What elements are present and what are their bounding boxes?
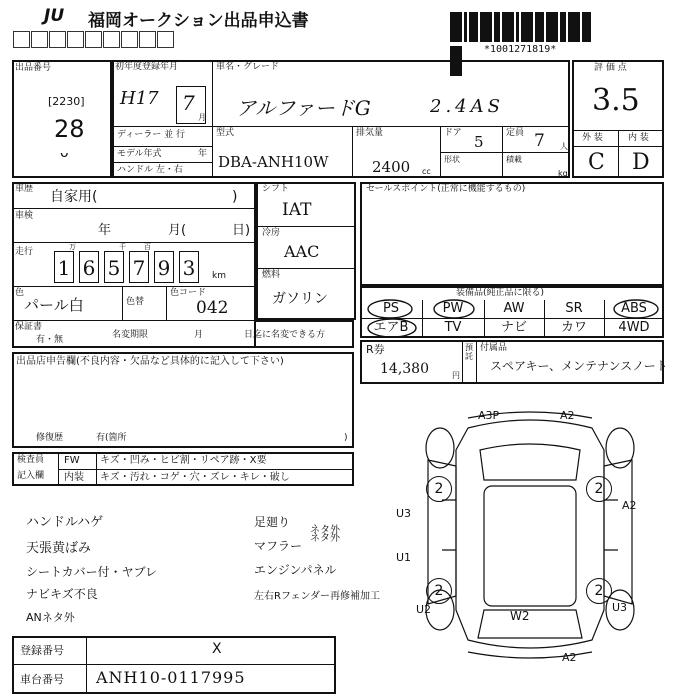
damage-mark: A2 [622,499,637,512]
damage-mark: A2 [562,651,577,664]
warranty-label: 保証書 [15,322,43,332]
ac-value: AAC [284,242,320,261]
damage-mark: U3 [612,601,628,614]
score-interior-label: 内 装 [628,133,649,143]
doors-value: 5 [474,133,484,151]
note-left: ANネタ外 [26,611,75,624]
company-logo: JU [44,6,65,26]
note-right: 足廻り [254,515,291,529]
equipment-abs: ABS [621,301,647,316]
repair-label: 修復歴 [36,433,64,443]
damage-mark: U1 [396,551,412,564]
usage-label: 車歴 [15,184,34,194]
mileage-marker: 万 [69,243,76,251]
inspector-fw-text: キズ・凹み・ヒビ割・リペア跡・X要 [100,455,267,466]
transfer-label: 名変期限 [112,330,149,340]
color-code-label: 色コード [170,288,207,298]
displacement-value: 2400 [372,158,411,176]
mileage-digit: 1 [54,251,74,283]
exhibit-number: 28 [54,115,85,143]
first-reg-year: H17 [120,88,159,109]
inspector-label-bottom: 記入欄 [17,471,45,481]
damage-mark: A3P [478,409,500,422]
capacity-value: 7 [534,131,545,151]
registration-value: X [212,641,222,657]
mileage-digit: 7 [129,251,149,283]
repair-value: 有(箇所 [96,433,127,443]
accessories-value: スペアキー、メンテナンスノート [490,359,668,373]
inspection-day: 日) [232,223,251,238]
capacity-unit: 人 [560,142,568,151]
recycle-unit: 円 [452,371,460,380]
declaration-label: 出品店申告欄(不良内容・欠品など具体的に記入して下さい) [16,356,284,367]
capacity-label: 定員 [506,128,525,138]
inspection-year: 年 [98,223,112,238]
inspector-int-text: キズ・汚れ・コゲ・穴・ズレ・キレ・破し [100,472,290,483]
damage-mark: W2 [510,609,530,623]
shift-label: シフト [262,184,290,194]
model-year-label: モデル年式 [117,149,162,159]
exhibit-sub-number: [2230] [48,95,85,108]
model-year-unit: 年 [198,149,208,159]
damage-mark: A2 [560,409,575,422]
damage-mark: U3 [396,507,412,520]
barcode [450,12,600,44]
equipment-4wd: 4WD [618,320,650,335]
exhibit-mark: ᴗ [60,145,69,161]
damage-mark: U2 [416,603,432,616]
dealer-label: ディーラー 並 行 [117,130,186,140]
accessories-label: 付属品 [480,343,508,353]
note-right: エンジンパネル [254,563,337,577]
note-right: マフラー [254,539,303,553]
shift-value: IAT [282,200,312,220]
first-reg-month-unit: 月 [198,113,206,122]
score-interior: D [632,150,650,175]
damage-circle: 2 [586,578,612,604]
inspector-fw-label: FW [64,455,80,466]
score-exterior-label: 外 装 [582,133,603,143]
displacement-unit: cc [422,167,431,176]
mileage-digit: 6 [79,251,99,283]
mileage-label: 走行 [15,247,34,257]
damage-circle: 2 [586,476,612,502]
car-grade: 2.4AS [430,96,504,117]
equipment-pw: PW [442,301,464,316]
note-right: 左右Rフェンダー再修補加工 [254,591,381,602]
car-name-label: 車名・グレード [216,62,280,72]
car-name: アルファードG [236,96,371,120]
mileage-marker: 千 [119,243,126,251]
exhibit-number-label: 出品番号 [15,63,52,73]
form-title: 福岡オークション出品申込書 [88,11,309,31]
first-reg-month: 7 [182,91,195,115]
handle-label: ハンドル 左・右 [117,165,183,175]
equipment-tv: TV [444,320,462,335]
fuel-value: ガソリン [272,291,328,307]
mileage-marker: 百 [144,243,151,251]
car-diagram [380,400,680,670]
damage-circle: 2 [426,476,452,502]
equipment-sr: SR [565,301,583,316]
model-label: 型式 [216,128,235,138]
registration-label: 登録番号 [20,644,64,657]
chassis-label: 車台番号 [20,673,64,686]
note-left: シートカバー付・ヤブレ [26,565,158,579]
score-exterior: C [588,150,605,175]
score-label: 評 価 点 [594,63,627,73]
warranty-value: 有・無 [36,335,64,345]
note-right-tag: ネタ外 [310,525,340,536]
sales-point-box [360,182,664,286]
model-value: DBA-ANH10W [218,153,329,171]
color-value: パール白 [24,296,84,314]
barcode-number: *1001271819* [484,44,557,55]
equipment-leather: カワ [560,320,587,335]
recycle-label: R券 [366,343,385,356]
equipment-navi: ナビ [500,320,527,335]
usage-value: 自家用( [50,189,98,205]
equipment-aw: AW [503,301,525,316]
inspector-int-label: 内装 [64,472,84,483]
mileage-digit: 3 [179,251,199,283]
inspection-month: 月( [168,223,187,238]
note-left: ハンドルハゲ [26,515,104,530]
note-left: ナビキズ不良 [26,587,98,601]
ac-label: 冷房 [262,228,281,238]
chassis-value: ANH10-0117995 [96,668,246,687]
recycle-value: 14,380 [380,361,429,377]
color-label: 色 [15,288,25,298]
damage-circle: 2 [426,578,452,604]
color-change-label: 色替 [126,297,145,307]
color-code: 042 [196,298,229,318]
recycle-deposit-label: 預託 [465,343,473,361]
equipment-ps: PS [382,301,400,316]
equipment-label: 装備品(純正品に限る) [456,288,545,298]
transfer-note: 日迄に名変できる方 [244,330,326,340]
loading-label: 積載 [506,155,522,164]
mileage-digit: 5 [104,251,124,283]
sales-point-label: セールスポイント(正常に機能するもの) [366,184,526,194]
score-value: 3.5 [592,83,640,118]
doors-label: ドア [444,128,462,138]
inspector-label-top: 検査員 [17,455,45,465]
note-left: 天張黄ばみ [26,541,92,556]
displacement-label: 排気量 [356,128,384,138]
mileage-unit: km [212,271,226,281]
shape-label: 形状 [444,155,460,164]
note-right-tag: ネタ外 [310,533,340,544]
mileage-digit: 9 [154,251,174,283]
first-reg-label: 初年度登録年月 [115,62,179,72]
transfer-unit: 月 [194,330,204,340]
usage-close: ) [232,189,238,205]
equipment-airbag: エアB [373,320,409,335]
fuel-label: 燃料 [262,270,281,280]
equipment-circles [360,298,664,338]
repair-close: ) [344,433,348,443]
loading-unit: kg [558,169,568,178]
inspection-label: 車検 [15,211,34,221]
